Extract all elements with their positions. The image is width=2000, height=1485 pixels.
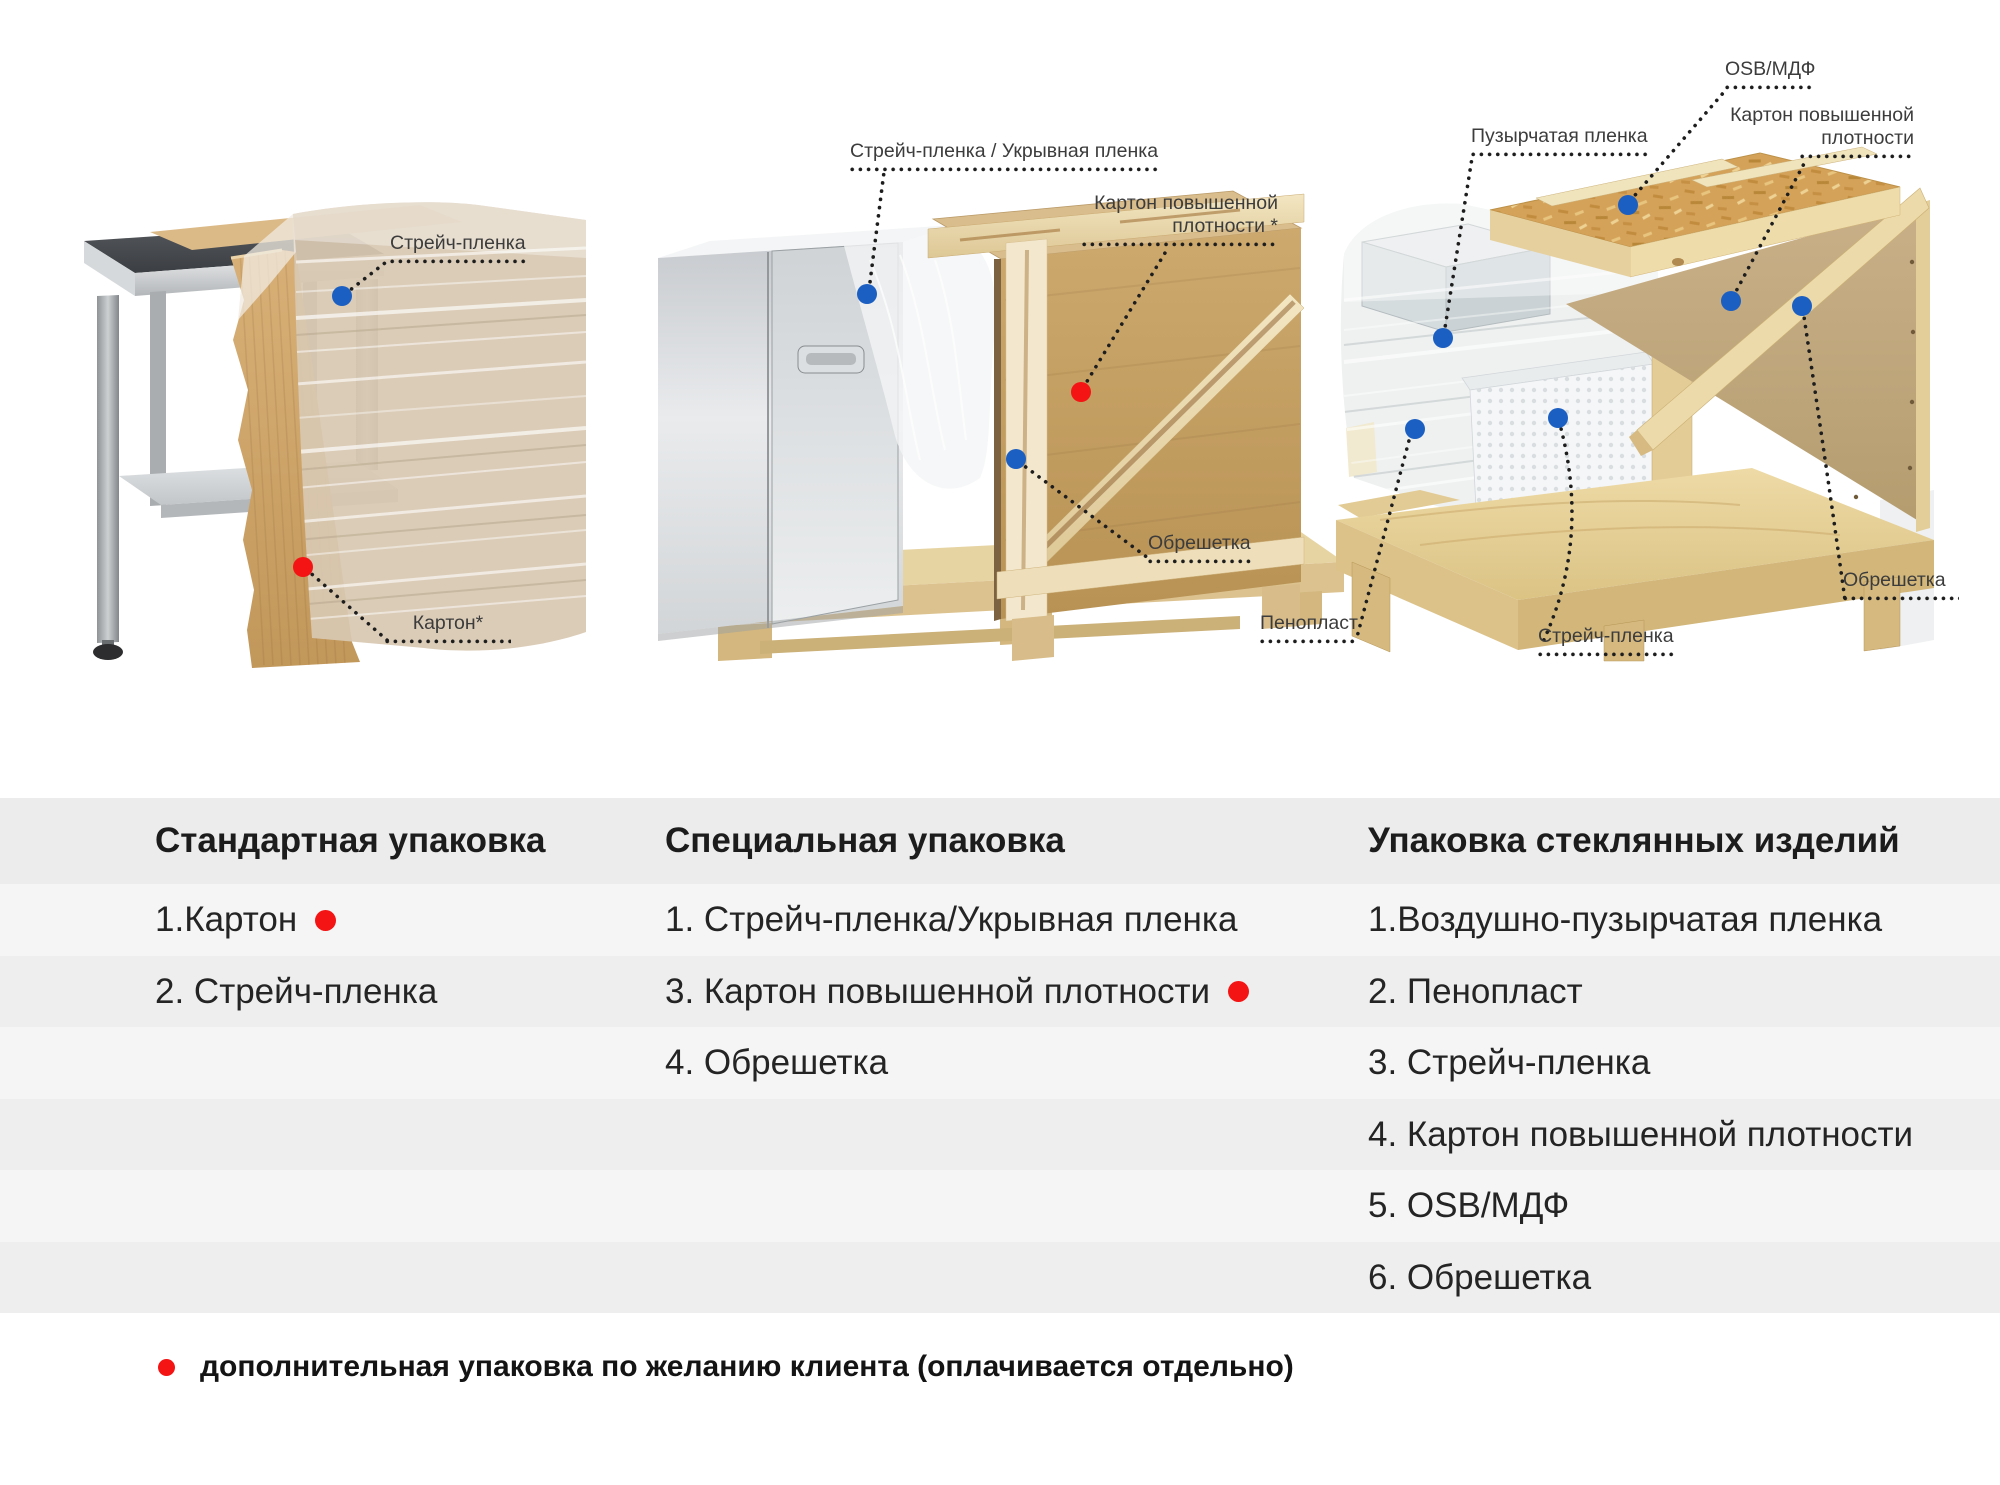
callout-label: Картон* [412, 612, 484, 634]
dotted-underline [390, 259, 526, 264]
callout-label: OSB/МДФ [1725, 58, 1816, 80]
blue-dot-crate-right [1792, 296, 1812, 316]
callout-label-line2: плотности [1821, 127, 1914, 149]
item-text: 5. OSB/МДФ [1368, 1186, 1570, 1225]
blue-dot-dense-cardboard-right [1721, 291, 1741, 311]
dotted-underline [1471, 152, 1648, 157]
item-text: 6. Обрешетка [1368, 1257, 1592, 1297]
callout-dense-cardboard-glass [1730, 104, 1914, 159]
column-header-special: Специальная упаковка [665, 821, 1065, 860]
table-row-stripe [0, 1242, 2000, 1313]
blue-dot-osb [1618, 195, 1638, 215]
dotted-underline [1082, 242, 1278, 247]
illustration-special-packaging [658, 191, 1344, 661]
dotted-underline [1148, 559, 1251, 564]
dotted-underline [1843, 596, 1959, 601]
callout-label: Стрейч-пленка [390, 232, 526, 254]
callout-label: Стрейч-пленка [1538, 625, 1674, 647]
item-text: 3. Картон повышенной плотности [665, 971, 1211, 1011]
callout-film-special [850, 140, 1158, 172]
callout-foam-glass [1260, 612, 1358, 644]
callout-crate-special [1148, 532, 1251, 564]
table-cell [155, 956, 437, 1027]
callout-label: Обрешетка [1148, 532, 1251, 554]
item-text: 4. Обрешетка [665, 1043, 889, 1082]
legend-note [158, 1350, 1294, 1384]
dotted-underline [1260, 639, 1358, 644]
blue-dot-bubble-film [1433, 328, 1453, 348]
callout-label-line1: Картон повышенной [1730, 104, 1914, 126]
table-row-stripe [0, 1170, 2000, 1242]
table-cell [665, 956, 1249, 1027]
callout-label-line1: Картон повышенной [1094, 192, 1278, 214]
paid-extra-marker [1228, 981, 1249, 1002]
table-cell [1368, 1099, 1913, 1170]
dotted-underline [1725, 85, 1815, 90]
callout-label: Пузырчатая пленка [1471, 125, 1648, 147]
paid-extra-marker [315, 910, 336, 931]
blue-dot-crate-middle [1006, 449, 1026, 469]
table-cell [1368, 884, 1882, 956]
blue-dot-stretch-film-left [332, 286, 352, 306]
item-text: 2. Пенопласт [1368, 971, 1583, 1011]
callout-stretch-film-standard [390, 232, 526, 264]
dotted-underline [1538, 652, 1674, 657]
callout-label-line2: плотности * [1172, 215, 1278, 237]
dotted-underline [385, 639, 511, 644]
table-cell [665, 1027, 888, 1099]
table-cell [1368, 1242, 1591, 1313]
legend-text: дополнительная упаковка по желанию клиента (оплачивается отдельно) [200, 1350, 1294, 1383]
item-text: 1. Стрейч-пленка/Укрывная пленка [665, 900, 1238, 939]
column-header-glass: Упаковка стеклянных изделий [1368, 821, 1900, 860]
blue-dot-stretch-film-right [1548, 408, 1568, 428]
table-cell [1368, 1170, 1569, 1242]
callout-label: Стрейч-пленка / Укрывная пленка [850, 140, 1159, 162]
callout-label: Пенопласт [1260, 612, 1358, 634]
callout-crate-glass [1843, 569, 1959, 601]
callout-stretch-film-glass [1538, 625, 1674, 657]
illustration-standard-packaging [84, 202, 586, 668]
dotted-underline [1800, 154, 1914, 159]
item-text: 1.Картон [155, 900, 298, 939]
callout-dense-cardboard-special [1082, 192, 1278, 247]
callout-osb-glass [1725, 58, 1815, 90]
blue-dot-foam [1405, 419, 1425, 439]
callout-bubble-film-glass [1471, 125, 1648, 157]
table-cell [665, 884, 1237, 956]
callout-cardboard-standard [385, 612, 511, 644]
red-dot-cardboard-left [293, 557, 313, 577]
item-text: 1.Воздушно-пузырчатая пленка [1368, 900, 1883, 939]
red-dot-dense-cardboard-middle [1071, 382, 1091, 402]
callout-label: Обрешетка [1843, 569, 1946, 591]
red-dot-icon [158, 1359, 175, 1376]
table-row-stripe [0, 1027, 2000, 1099]
item-text: 3. Стрейч-пленка [1368, 1043, 1651, 1082]
item-text: 2. Стрейч-пленка [155, 971, 438, 1011]
table-cell [155, 884, 336, 956]
item-text: 4. Картон повышенной плотности [1368, 1114, 1914, 1154]
table-cell [1368, 1027, 1650, 1099]
table-cell [1368, 956, 1583, 1027]
illustrations-scene [0, 0, 2000, 700]
dotted-underline [850, 167, 1158, 172]
blue-dot-film-middle [857, 284, 877, 304]
column-header-standard: Стандартная упаковка [155, 821, 546, 860]
